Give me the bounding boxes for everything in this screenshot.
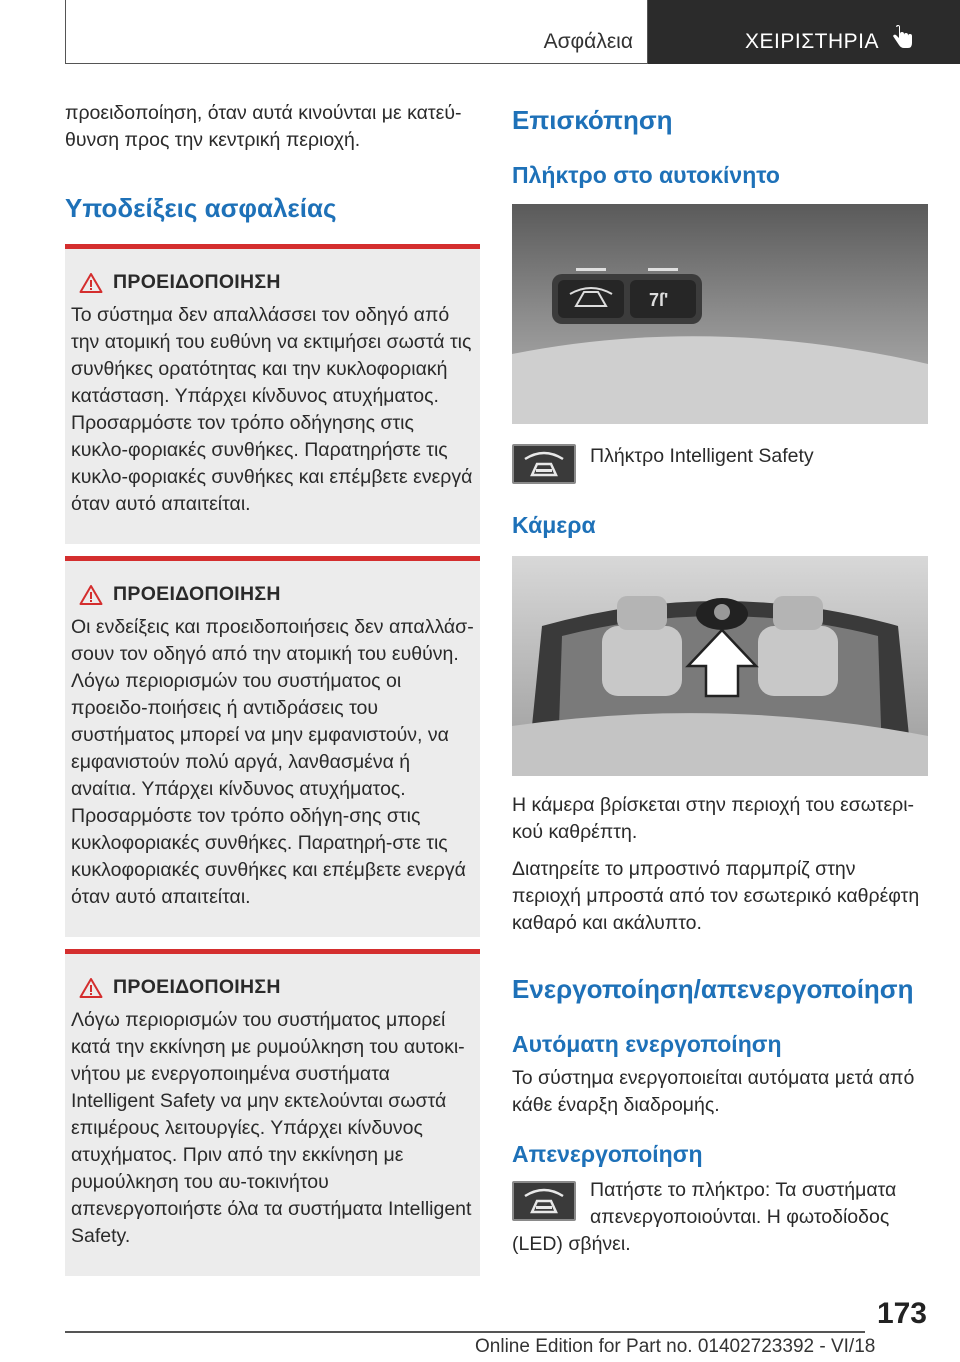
warning-box-2 xyxy=(65,556,480,937)
intelligent-safety-button-icon xyxy=(512,1181,576,1221)
left-column xyxy=(65,100,480,1276)
warning-title: ΠΡΟΕΙΔΟΠΟΙΗΣΗ xyxy=(113,583,281,605)
warning-body: Λόγω περιορισμών του συστήματος μπορεί κατά την εκκίνηση με ρυμούλκηση του αυτοκι-νήτου με ενεργοποιημένα συστήματα Intelligent Safety να μην εκτελούνται σωστά επιμέρους λειτουργίες. Υπάρχει κίνδυνος ατυχήματος. Πριν από την εκκίνηση με ρυμούλκηση του αυ-τοκινήτου απενεργοποιήστε όλα τα συστήματα Intelligent Safety. xyxy=(71,1009,472,1247)
warning-box-3 xyxy=(65,949,480,1276)
safety-heading: Υποδείξεις ασφαλείας xyxy=(65,193,337,223)
auto-activation-heading: Αυτόματη ενεργοποίηση xyxy=(512,1031,782,1057)
footer-edition: Online Edition for Part no. 01402723392 - VI/18 xyxy=(475,1336,876,1357)
warning-box-1 xyxy=(65,244,480,544)
camera-text-1: Η κάμερα βρίσκεται στην περιοχή του εσωτερι-κού καθρέπτη. xyxy=(512,794,915,843)
svg-text:7ſ': 7ſ' xyxy=(649,290,669,310)
header-section-label: Ασφάλεια xyxy=(543,30,633,53)
camera-heading: Κάμερα xyxy=(512,512,596,538)
camera-text-2: Διατηρείτε το μπροστινό παρμπρίζ στην περιοχή μπροστά από τον εσωτερικό καθρέφτη καθαρό και ακάλυπτο. xyxy=(512,858,920,934)
hand-pointer-icon xyxy=(891,24,915,52)
intro-text: προειδοποίηση, όταν αυτά κινούνται με κατεύ-θυνση προς την κεντρική περιοχή. xyxy=(65,102,462,151)
intelligent-safety-button-icon xyxy=(512,444,576,484)
button-photo xyxy=(512,204,928,424)
warning-triangle-icon xyxy=(79,272,103,294)
camera-photo xyxy=(512,556,928,776)
warning-title: ΠΡΟΕΙΔΟΠΟΙΗΣΗ xyxy=(113,976,281,998)
button-heading: Πλήκτρο στο αυτοκίνητο xyxy=(512,162,780,188)
button-caption: Πλήκτρο Intelligent Safety xyxy=(590,445,814,467)
page-number: 173 xyxy=(876,1297,927,1330)
header-section-tab xyxy=(65,0,648,64)
warning-triangle-icon xyxy=(79,584,103,606)
deactivation-block xyxy=(512,1177,928,1258)
overview-heading: Επισκόπηση xyxy=(512,105,673,135)
deactivation-heading: Απενεργοποίηση xyxy=(512,1141,703,1167)
deactivation-text: Πατήστε το πλήκτρο: Τα συστήματα απενεργοποιούνται. Η φωτοδίοδος (LED) σβήνει. xyxy=(512,1179,897,1255)
right-column xyxy=(512,100,928,1258)
warning-body: Οι ενδείξεις και προειδοποιήσεις δεν απαλλάσ-σουν τον οδηγό από την ατομική του ευθύνη. Λόγω περιορισμών του συστήματος οι προειδο-ποιήσεις ή αντιδράσεις του συστήματος μπορεί να μην εμφανιστούν, να εμφανιστούν πολύ αργά, λανθασμένα ή αναίτια. Υπάρχει κίνδυνος ατυχήματος. Προσαρμόστε τον τρόπο οδήγη-σης στις κυκλοφοριακές συνθήκες. Παρατηρή-στε τις κυκλοφοριακές συνθήκες και επέμβετε ενεργά όταν αυτό απαιτείται. xyxy=(71,616,474,908)
header-chapter-tab xyxy=(648,0,960,64)
auto-activation-text: Το σύστημα ενεργοποιείται αυτόματα μετά από κάθε έναρξη διαδρομής. xyxy=(512,1067,915,1116)
button-caption-row xyxy=(512,444,928,484)
warning-body: Το σύστημα δεν απαλλάσσει τον οδηγό από την ατομική του ευθύνη να εκτιμήσει σωστά τις συνθήκες ορατότητας και την κυκλοφοριακή κατάσταση. Υπάρχει κίνδυνος ατυχήματος. Προσαρμόστε τον τρόπο οδήγησης στις κυκλο-φοριακές συνθήκες. Παρατηρήστε τις κυκλο-φοριακές συνθήκες και επέμβετε ενεργά όταν αυτό απαιτείται. xyxy=(71,304,473,515)
warning-triangle-icon xyxy=(79,977,103,999)
header-chapter-label: ΧΕΙΡΙΣΤΗΡΙΑ xyxy=(745,30,880,53)
activation-heading: Ενεργοποίηση/απενεργοποίηση xyxy=(512,974,914,1004)
footer-divider xyxy=(65,1331,865,1333)
warning-title: ΠΡΟΕΙΔΟΠΟΙΗΣΗ xyxy=(113,271,281,293)
